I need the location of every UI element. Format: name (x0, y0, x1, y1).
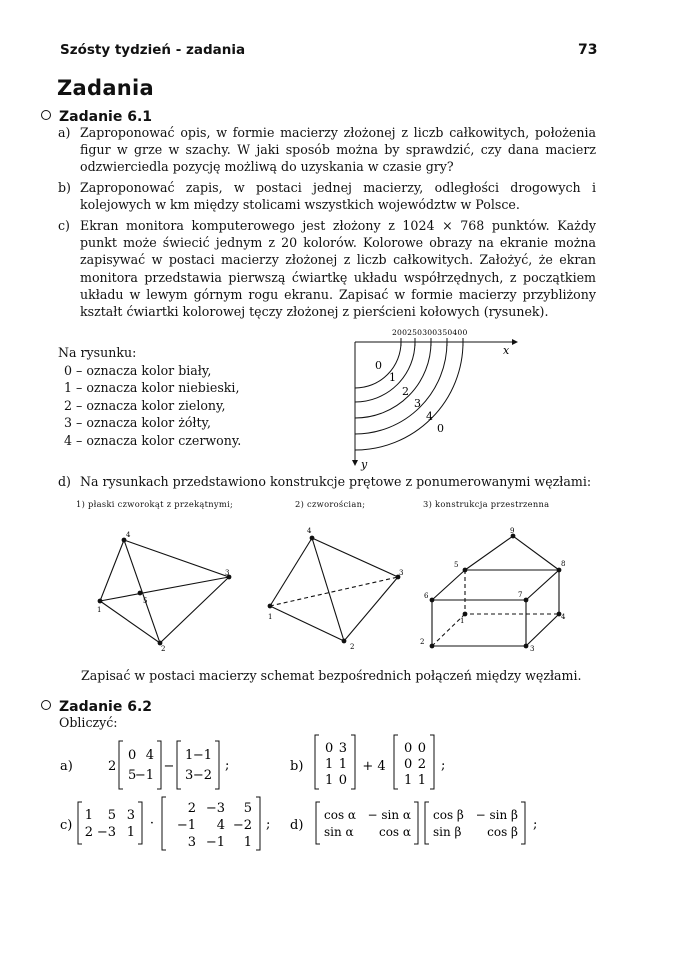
ring-arc (355, 342, 447, 434)
matrix-entry: −1 (176, 818, 196, 833)
figure-spatial-construction (416, 526, 576, 654)
legend-line: 2 – oznacza kolor zielony, (64, 397, 226, 413)
terminator: ; (266, 817, 271, 832)
legend-line: 1 – oznacza kolor niebieski, (64, 380, 240, 396)
bracket (119, 741, 123, 789)
matrix-entry: cos α (324, 808, 357, 822)
rainbow-quarter-diagram (340, 326, 530, 474)
matrix-entry: 3 (126, 808, 135, 823)
matrix-entry: 1 (404, 773, 413, 788)
node (310, 536, 315, 541)
matrix-entry: 3 (187, 835, 196, 850)
node-label: 4 (126, 531, 131, 539)
task-6-1-title: Zadanie 6.1 (59, 109, 153, 125)
node-label: 6 (424, 592, 429, 600)
node-label: 2 (161, 645, 166, 652)
matrix-entry: 1 (243, 835, 252, 850)
node-label: 8 (561, 560, 566, 568)
expr-label: a) (60, 759, 73, 774)
item-text: Zaproponować zapis, w postaci jednej macierzy, odległości drogowych i kolejowych w km między stolicami wszystkich województw w Polsce. (80, 180, 596, 213)
task-6-1-item-d (58, 473, 598, 490)
diagonal (100, 577, 229, 601)
node-label: 3 (530, 645, 535, 653)
item-label: d) (58, 474, 71, 489)
matrix-entry: sin α (324, 825, 354, 839)
bracket (425, 802, 429, 844)
node (463, 568, 468, 573)
node (98, 599, 103, 604)
matrix-entry: 1 (126, 825, 135, 840)
node-label: 1 (460, 617, 465, 625)
section-title: Zadania (57, 76, 155, 100)
node (268, 604, 273, 609)
bracket (394, 735, 398, 789)
matrix-entry: 3 (338, 741, 347, 756)
item-label: a) (58, 125, 71, 140)
color-legend (58, 344, 241, 450)
node (342, 639, 347, 644)
edge (312, 538, 344, 641)
node-label: 1 (97, 606, 102, 614)
matrix-entry: 0 (404, 741, 413, 756)
matrix-entry: − sin β (475, 808, 518, 822)
matrix-entry: 1 (417, 773, 426, 788)
matrix-entry: 0 (128, 748, 137, 763)
expr-label: b) (290, 759, 304, 774)
legend-line: 3 – oznacza kolor żółty, (64, 415, 212, 431)
bracket (157, 741, 161, 789)
matrix-entry: 5 (128, 768, 137, 783)
y-axis-arrow-icon (352, 460, 358, 466)
right-face-edges (526, 570, 559, 646)
matrix-expressions (40, 732, 640, 860)
legend-line: 0 – oznacza kolor biały, (64, 362, 212, 378)
task-6-2-intro: Obliczyć: (59, 715, 118, 730)
front-face (432, 600, 526, 646)
bracket (316, 802, 320, 844)
tick-labels: 200250300350400 (392, 328, 468, 337)
node-label: 3 (399, 569, 404, 577)
node-label: 4 (307, 527, 312, 535)
matrix-entry: 5 (107, 808, 116, 823)
edge (270, 606, 344, 641)
node (524, 598, 529, 603)
top-face-edges (432, 570, 559, 600)
item-label: b) (58, 180, 71, 195)
figure-caption: 3) konstrukcja przestrzenna (423, 499, 550, 509)
matrix-entry: −2 (192, 768, 212, 783)
expr-scalar: 2 (108, 759, 117, 774)
node (557, 568, 562, 573)
legend-line: 4 – oznacza kolor czerwony. (64, 432, 242, 448)
task-6-1-heading (41, 109, 152, 125)
matrix-entry: 4 (145, 748, 154, 763)
diagonal (124, 540, 160, 643)
bracket (162, 797, 166, 850)
node-label: 1 (268, 613, 273, 621)
matrix-entry: 0 (325, 741, 334, 756)
region-label: 2 (402, 385, 409, 398)
matrix-entry: 0 (404, 757, 413, 772)
matrix-entry: cos β (487, 825, 518, 839)
matrix-entry: 2 (187, 801, 196, 816)
page-number: 73 (578, 42, 598, 58)
item-text: Na rysunkach przedstawiono konstrukcje prętowe z ponumerowanymi węzłami: (80, 474, 592, 489)
matrix-entry: −2 (232, 818, 252, 833)
node-label: 5 (143, 597, 148, 605)
node-label: 2 (420, 638, 425, 646)
running-header-title: Szósty tydzień - zadania (60, 42, 246, 58)
task-6-1-item-a (58, 124, 596, 176)
matrix-entry: 1 (325, 757, 334, 772)
x-axis-arrow-icon (512, 339, 518, 345)
task-6-1-closing: Zapisać w postaci macierzy schemat bezpośrednich połączeń między węzłami. (81, 668, 582, 683)
roof (465, 536, 559, 570)
figure-caption: 1) płaski czworokąt z przekątnymi; (76, 499, 234, 509)
region-label: 4 (426, 410, 433, 423)
matrix-entry: 1 (325, 773, 334, 788)
item-label: c) (58, 218, 70, 233)
matrix-entry: −3 (205, 801, 225, 816)
edge (344, 577, 398, 641)
item-text: Ekran monitora komputerowego jest złożony z 1024 × 768 punktów. Każdy punkt może świecić jednym z 20 kolorów. Kolorowe obrazy na ekranie można zapisywać w postaci macierzy złożonej z liczb całkowitych. Założyć, że ekran monitora przedstawia pierwszą ćwiartkę układu współrzędnych, z początkiem układu w lewym górnym rogu ekranu. Zapisać w formie macierzy przybliżony kształt ćwiartki kolorowej tęczy złożonej z pierścieni kołowych (rysunek). (80, 218, 596, 320)
matrix-entry: 4 (216, 818, 225, 833)
x-axis-label: x (503, 344, 510, 357)
task-6-2-heading (41, 699, 152, 715)
bracket (521, 802, 525, 844)
operator: · (149, 816, 155, 831)
matrix-entry: −1 (134, 768, 154, 783)
task-6-1-item-b (58, 179, 596, 213)
node-label: 2 (350, 643, 355, 651)
node-label: 5 (454, 561, 459, 569)
matrix-entry: 2 (417, 757, 426, 772)
matrix-entry: 2 (84, 825, 93, 840)
bracket (414, 802, 418, 844)
terminator: ; (533, 817, 538, 832)
matrix-entry: −1 (205, 835, 225, 850)
matrix-entry: − sin α (367, 808, 411, 822)
bracket (430, 735, 434, 789)
expr-label: d) (290, 818, 304, 833)
node (463, 612, 468, 617)
bracket (256, 797, 260, 850)
figure-planar-quadrilateral (88, 528, 248, 652)
item-text: Zaproponować opis, w formie macierzy złożonej z liczb całkowitych, położenia figur w grze w szachy. W jaki sposób można by sprawdzić, czy dana macierz odzwierciedla pozycję możliwą do uzyskania w czasie gry? (80, 125, 596, 175)
operator: + 4 (362, 759, 386, 774)
matrix-entry: cos β (433, 808, 464, 822)
node-label: 7 (518, 591, 523, 599)
node (138, 591, 143, 596)
matrix-entry: 1 (185, 748, 194, 763)
matrix-entry: 1 (338, 757, 347, 772)
edge (270, 538, 312, 606)
circle-bullet-icon (41, 110, 51, 120)
task-6-1-item-c (58, 217, 596, 320)
bracket (138, 802, 142, 844)
matrix-entry: 5 (243, 801, 252, 816)
bracket (351, 735, 355, 789)
matrix-entry: 0 (338, 773, 347, 788)
bracket (215, 741, 219, 789)
bracket (177, 741, 181, 789)
quadrilateral-outline (100, 540, 229, 643)
node (524, 644, 529, 649)
terminator: ; (441, 758, 446, 773)
bracket (78, 802, 82, 844)
hidden-edges (465, 570, 559, 614)
circle-bullet-icon (41, 700, 51, 710)
legend-intro: Na rysunku: (58, 345, 137, 360)
matrix-entry: −3 (96, 825, 116, 840)
hidden-edge (270, 577, 398, 606)
matrix-entry: 1 (84, 808, 93, 823)
task-6-2-title: Zadanie 6.2 (59, 699, 153, 715)
region-label: 0 (375, 359, 382, 372)
node-label: 9 (510, 527, 515, 535)
node (430, 644, 435, 649)
expr-label: c) (60, 818, 73, 833)
node-label: 3 (225, 569, 230, 577)
node-label: 4 (561, 613, 566, 621)
y-axis-label: y (361, 458, 368, 471)
matrix-entry: sin β (433, 825, 462, 839)
matrix-entry: −1 (192, 748, 212, 763)
edge (312, 538, 398, 577)
region-label: 0 (437, 422, 444, 435)
region-label: 1 (389, 371, 396, 384)
region-label: 3 (414, 397, 421, 410)
figure-tetrahedron (262, 524, 425, 652)
node (430, 598, 435, 603)
matrix-entry: 0 (417, 741, 426, 756)
operator: − (163, 759, 175, 774)
matrix-entry: 3 (185, 768, 194, 783)
matrix-entry: cos α (378, 825, 411, 839)
bracket (315, 735, 319, 789)
terminator: ; (225, 758, 230, 773)
figure-caption: 2) czworościan; (295, 499, 366, 509)
